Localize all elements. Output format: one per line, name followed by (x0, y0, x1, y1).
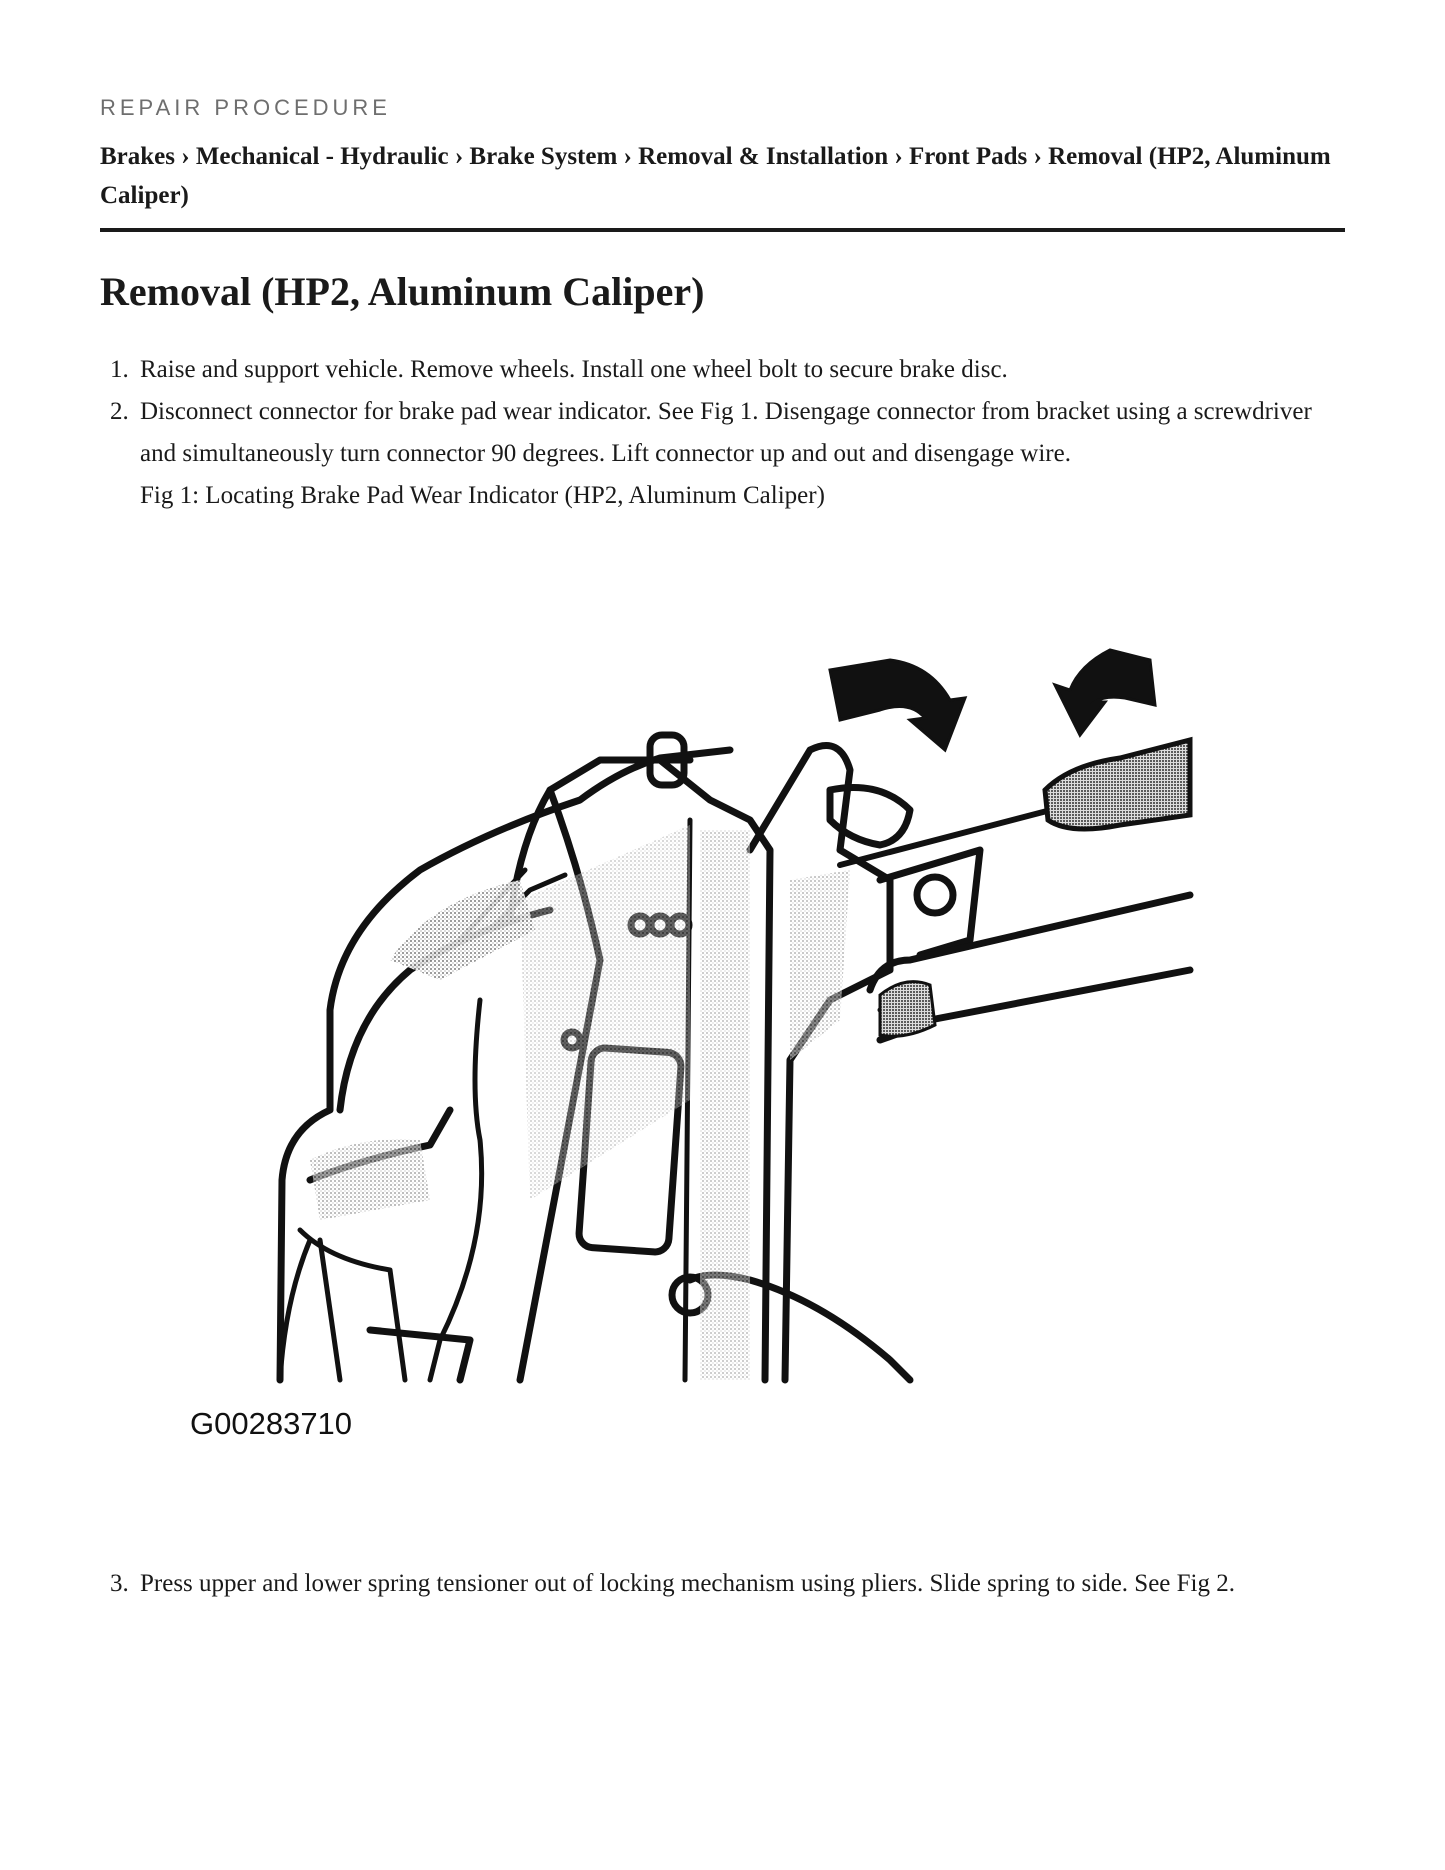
page-title: Removal (HP2, Aluminum Caliper) (100, 269, 705, 314)
step-number: 2. (110, 398, 129, 425)
step-number: 3. (110, 1570, 129, 1597)
breadcrumb: Brakes › Mechanical - Hydraulic › Brake System › Removal & Installation › Front Pads › Removal (HP2, Aluminum Caliper) (100, 143, 1331, 209)
step-item (100, 1563, 1385, 1605)
step-text: Disconnect connector for brake pad wear indicator. See Fig 1. Disengage connector from bracket using a screwdriver and simultaneously turn connector 90 degrees. Lift connector up and out and disengage wire. (140, 398, 1312, 467)
step-number: 1. (110, 356, 129, 383)
figure-code: G00283710 (190, 1406, 353, 1441)
section-eyebrow: REPAIR PROCEDURE (100, 95, 391, 120)
step-text: Raise and support vehicle. Remove wheels. Install one wheel bolt to secure brake disc. (140, 356, 1008, 383)
step-item (100, 391, 1345, 517)
step-item (100, 349, 1345, 391)
figure-caption: Fig 1: Locating Brake Pad Wear Indicator (HP2, Aluminum Caliper) (140, 482, 825, 509)
step-text: Press upper and lower spring tensioner out of locking mechanism using pliers. Slide spring to side. See Fig 2. (140, 1570, 1235, 1597)
caliper-illustration (190, 640, 1390, 1400)
procedure-steps (100, 349, 1345, 517)
header-divider (100, 228, 1345, 232)
brake-caliper-figure (190, 640, 1400, 1460)
